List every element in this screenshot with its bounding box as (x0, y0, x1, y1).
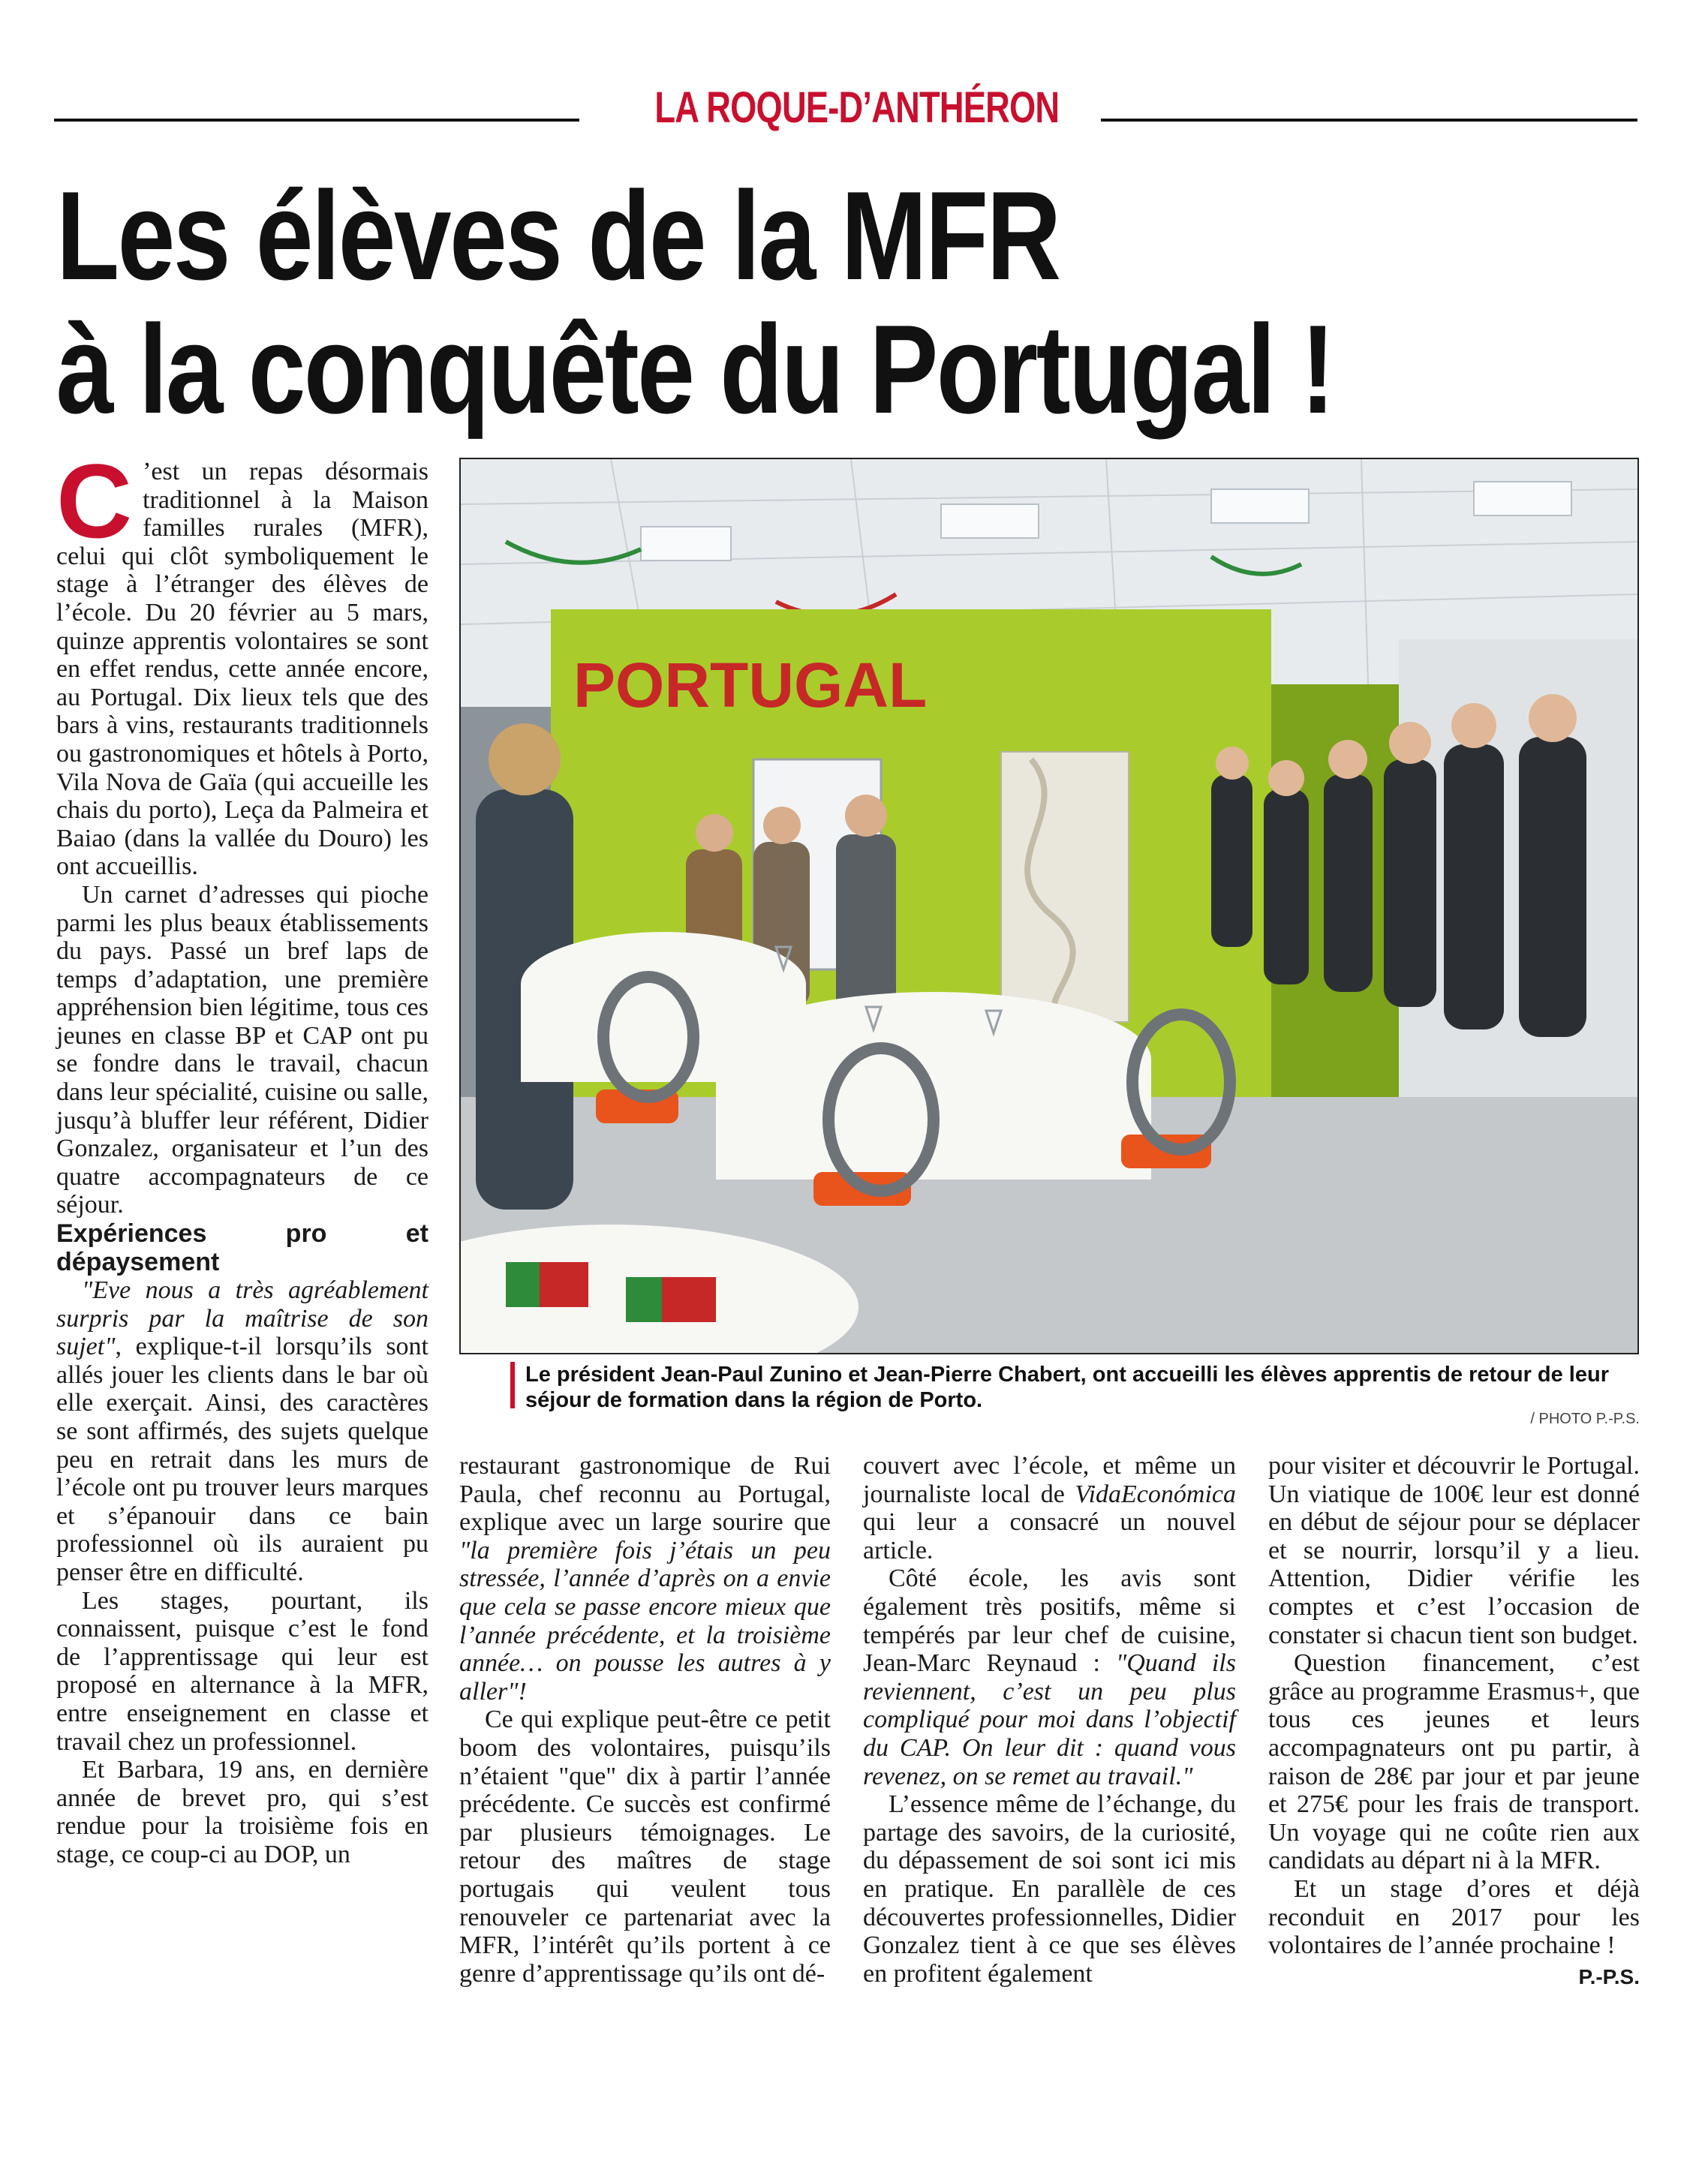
photo-credit: / PHOTO P.-P.S. (1530, 1411, 1640, 1427)
rubric-rule-left (54, 119, 579, 122)
paragraph: Et un stage d’ores et déjà reconduit en 2017 pour les volontaires de l’année prochaine ! (1268, 1874, 1640, 1960)
paragraph-intro-text: ’est un repas désormais traditionnel à la Maison familles rurales (MFR), celui qui clôt symboliquement le stage à l’étranger des élèves de l’école. Du 20 février au 5 mars, quinze apprentis volontaires se sont en effet rendus, cette année encore, au Portugal. Dix lieux tels que des bars à vins, restaurants traditionnels ou gastronomiques et hôtels à Porto, Vila Nova de Gaïa (qui accueille les chais du porto), Leça da Palmeira et Baiao (dans la vallée du Douro) les ont accueillis. (56, 458, 429, 881)
article-column-1 (56, 442, 429, 1869)
paragraph (56, 1276, 429, 1587)
paragraph (863, 1452, 1236, 1564)
article-column-3 (863, 1452, 1236, 1988)
paragraph: L’essence même de l’échange, du partage des savoirs, de la curiosité, du dépassement de soi sont ici mis en pratique. En parallèle de ces découvertes professionnelles, Didier Gonzalez tient à ce que ses élèves en profitent également (863, 1790, 1236, 1988)
restaurant-scene-image (461, 459, 1637, 1353)
quote: "Quand ils reviennent, c’est un peu plus compliqué pour moi dans l’objectif du CAP. On leur dit : quand vous revenez, on se remet au travail." (863, 1649, 1236, 1790)
article-photo (459, 458, 1639, 1354)
paragraph: Ce qui explique peut-être ce petit boom des volontaires, puisqu’ils n’étaient "que" dix à partir l’année précédente. Ce succès est confirmé par plusieurs témoignages. Le retour des maîtres de stage portugais qui veulent tous renouveler ce partenariat avec la MFR, l’intérêt qu’ils portent à ce genre d’apprentissage qu’ils ont dé- (459, 1706, 831, 1988)
quote: "la première fois j’étais un peu stressée, l’année d’après on a envie que cela se passe encore mieux que l’année précédente, et la troisième année… on pousse les autres à y aller"! (459, 1536, 831, 1706)
rubric-rule-right (1101, 119, 1637, 122)
paragraph (459, 1452, 831, 1706)
subheading: Expériences pro et dépaysement (56, 1219, 429, 1277)
quote: "Eve nous a très agréablement surpris par la maîtrise de son sujet" (56, 1276, 429, 1361)
paragraph (863, 1564, 1236, 1790)
publication-name: VidaEconómica (1075, 1480, 1236, 1508)
caption-marker (510, 1362, 515, 1408)
paragraph: pour visiter et découvrir le Portugal. Un viatique de 100€ leur est donné en début de séjour pour se déplacer et se nourrir, lorsqu’il y a lieu. Attention, Didier vérifie les comptes et c’est l’occasion de constater si chacun tient son budget. (1268, 1452, 1640, 1649)
headline-line-2: à la conquête du Portugal ! (56, 299, 1334, 440)
drop-cap: C (56, 442, 133, 560)
headline (56, 165, 1361, 440)
paragraph: Les stages, pourtant, ils connaissent, puisque c’est le fond de l’apprentissage qui leur est proposé en alternance à la MFR, entre enseignement en classe et travail chez un professionnel. (56, 1586, 429, 1756)
paragraph-intro (56, 442, 429, 881)
paragraph-text: couvert avec l’école, et même un journaliste local de (863, 1452, 1236, 1508)
article-column-2 (459, 1452, 831, 1988)
paragraph-text: Côté école, les avis sont également très positifs, même si tempérés par leur chef de cuisine, Jean-Marc Reynaud : (863, 1564, 1236, 1678)
paragraph: Et Barbara, 19 ans, en dernière année de brevet pro, qui s’est rendue pour la troisième fois en stage, ce coup-ci au DOP, un (56, 1756, 429, 1868)
headline-line-1: Les élèves de la MFR (56, 165, 1060, 306)
section-rubric (54, 83, 1637, 132)
paragraph: Question financement, c’est grâce au programme Erasmus+, que tous ces jeunes et leurs accompagnateurs ont pu partir, à raison de 28€ par jour et par jeune et 275€ pour les frais de transport. Un voyage qui ne coûte rien aux candidats au départ ni à la MFR. (1268, 1649, 1640, 1875)
article-column-4 (1268, 1452, 1640, 1991)
paragraph-text: qui leur a consacré un nouvel article. (863, 1508, 1236, 1564)
wall-text: PORTUGAL (573, 650, 928, 720)
paragraph-text: restaurant gastronomique de Rui Paula, chef reconnu au Portugal, explique avec un large sourire que (459, 1452, 831, 1537)
author-signature: P.-P.S. (1578, 1964, 1640, 1988)
photo-caption: Le président Jean-Paul Zunino et Jean-Pierre Chabert, ont accueilli les élèves apprentis de retour de leur séjour de formation dans la région de Porto. (525, 1363, 1609, 1412)
paragraph: Un carnet d’adresses qui pioche parmi les plus beaux établissements du pays. Passé un bref laps de temps d’adaptation, une première appréhension bien légitime, tous ces jeunes en classe BP et CAP ont pu se fondre dans le travail, chacun dans leur spécialité, cuisine ou salle, jusqu’à bluffer leur référent, Didier Gonzalez, organisateur et l’un des quatre accompagnateurs de ce séjour. (56, 880, 429, 1219)
rubric-title: LA ROQUE-D’ANTHÉRON (654, 83, 1060, 132)
paragraph-text: , explique-t-il lorsqu’ils sont allés jouer les clients dans le bar où elle exerçait. Ainsi, des caractères se sont affirmés, des sujets quelque peu en retrait dans les murs de l’école ont pu trouver leurs marques et s’épanouir dans ce bain professionnel où ils auraient pu penser être en difficulté. (56, 1333, 429, 1586)
